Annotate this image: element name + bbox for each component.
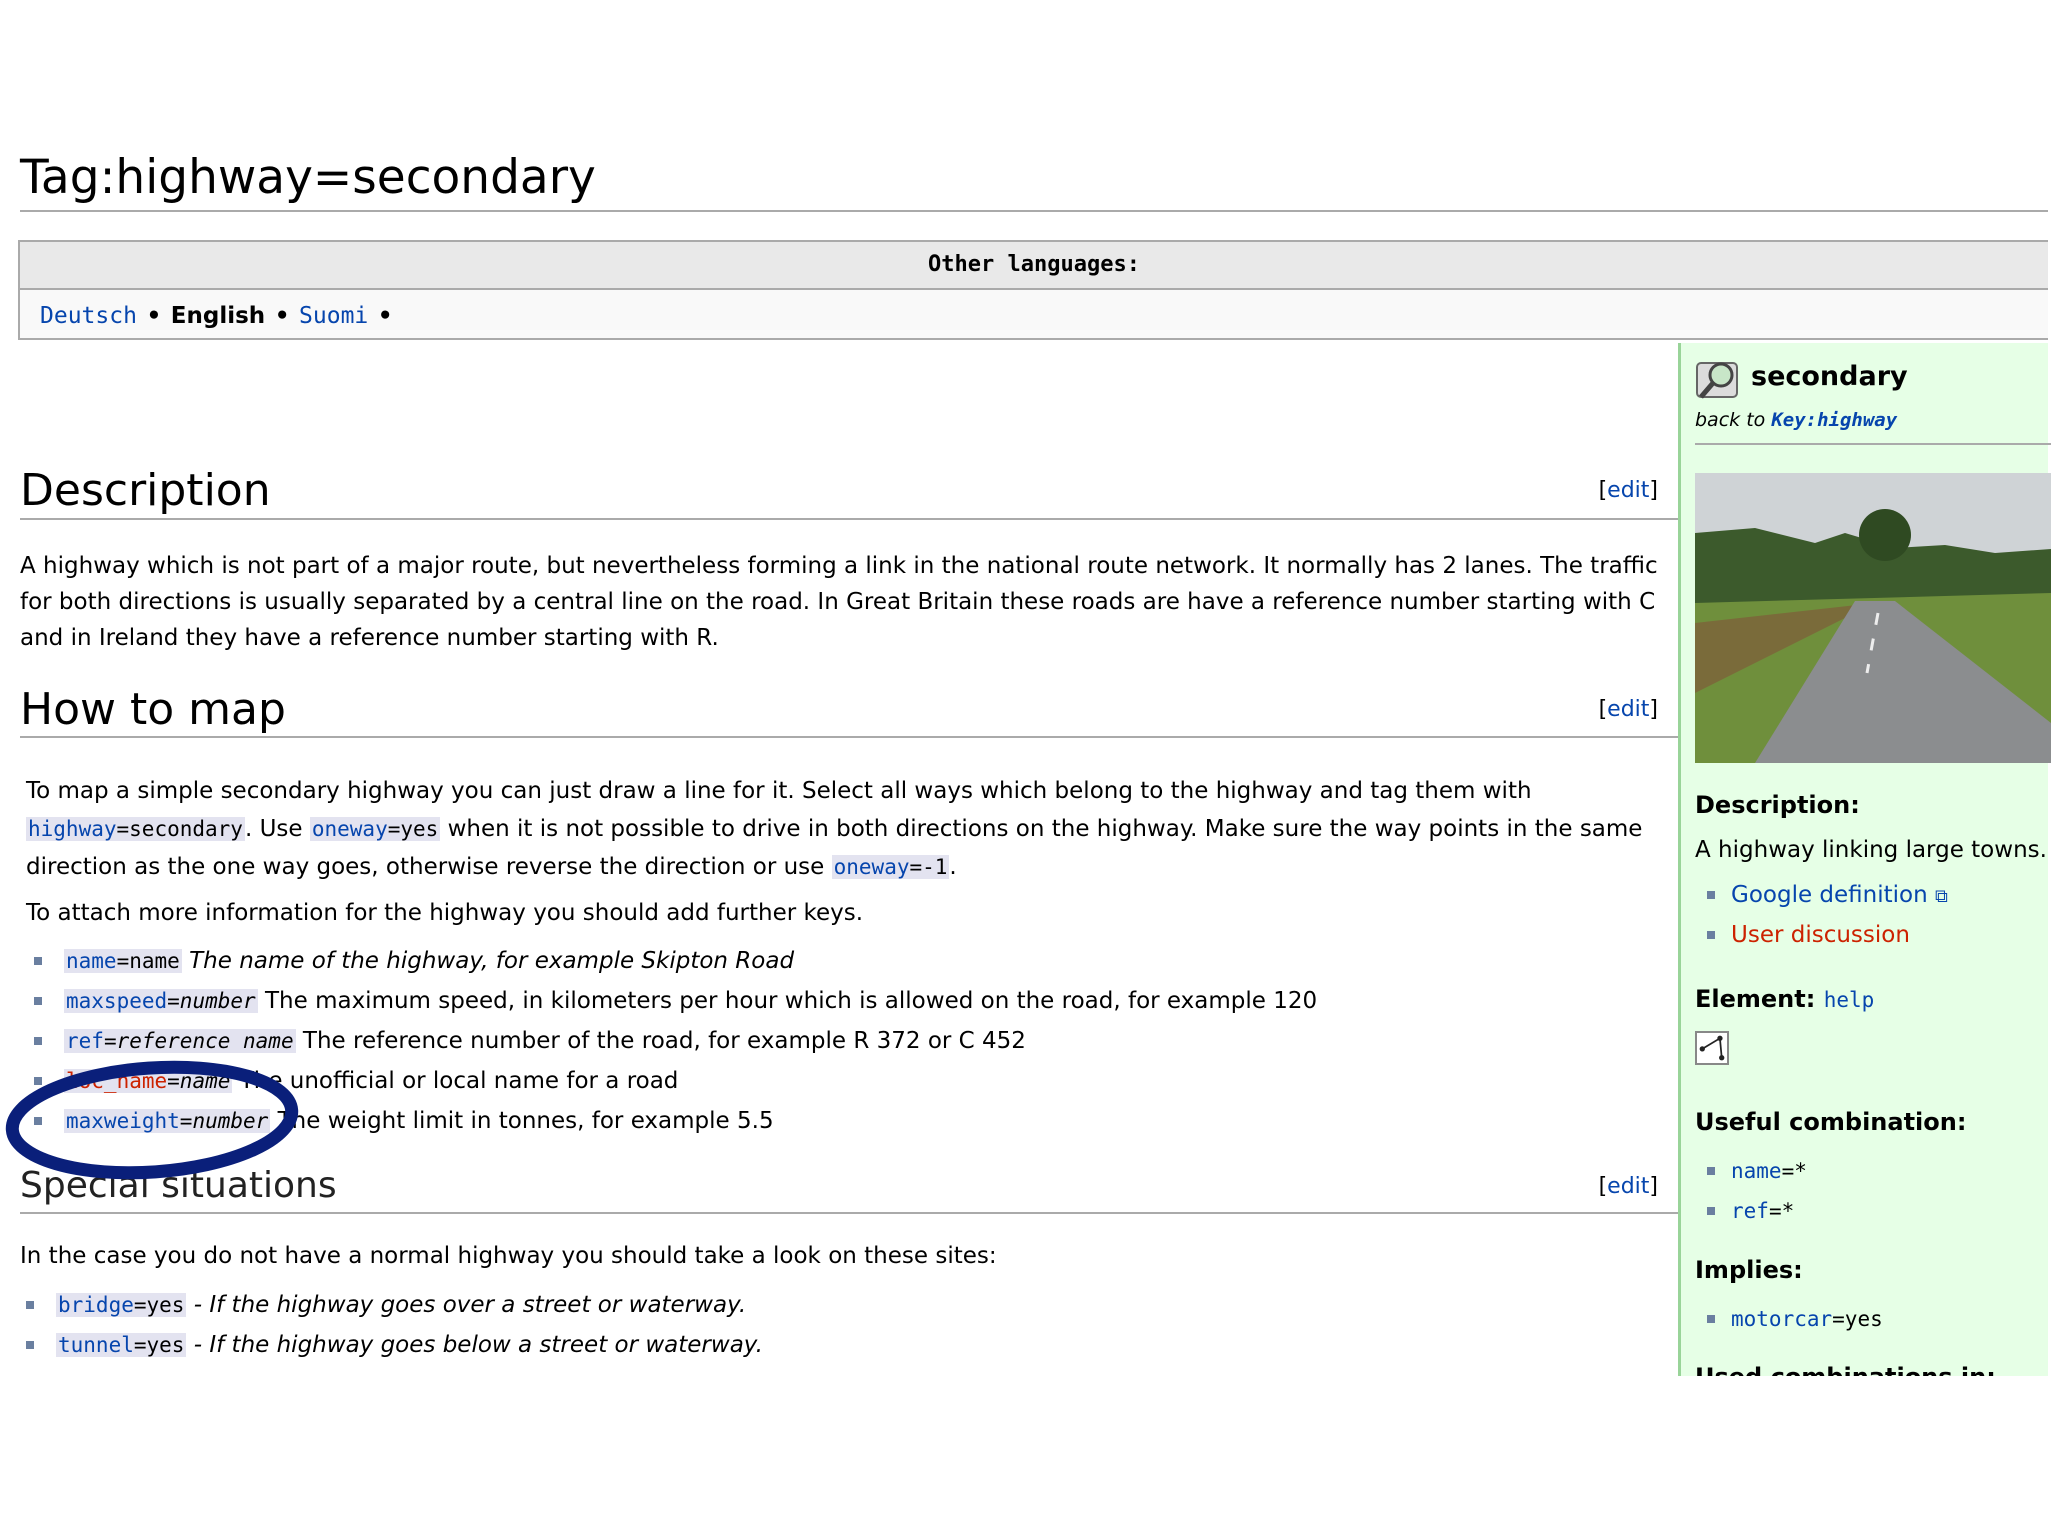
infobox-implies-label: Implies: [1695, 1256, 1803, 1284]
languages-row [20, 290, 2048, 342]
language-separator: • [275, 303, 290, 329]
infobox-used-combinations-label [1695, 1363, 1996, 1376]
how-to-map-text-b: . Use [244, 816, 303, 842]
user-discussion-link[interactable]: User discussion [1731, 922, 1910, 948]
key-value: =yes [133, 1293, 185, 1317]
list-item [1703, 1299, 1883, 1339]
infobox-back-link[interactable]: Key:highway [1771, 409, 1898, 431]
section-heading-special-situations: Special situations [20, 1165, 337, 1206]
bullet-icon [26, 1301, 34, 1309]
tag-infobox [1678, 343, 2048, 1376]
key-value: =reference name [103, 1029, 294, 1053]
description-text: A highway which is not part of a major route, but nevertheless forming a link in the national route network. It normally has 2 lanes. The traffic for both directions is usually separated by a central line on the road. In Great Britain these roads are have a reference number starting with C and in Ireland they have a reference number starting with R. [20, 553, 1658, 651]
section-divider [20, 1212, 1678, 1214]
infobox-useful-label: Useful combination: [1695, 1108, 1967, 1136]
external-link-icon: ⧉ [1935, 886, 1948, 907]
edit-link-label[interactable]: edit [1607, 697, 1650, 722]
key-description: The reference number of the road, for example R 372 or C 452 [302, 1028, 1026, 1054]
key-value: =name [116, 949, 180, 973]
useful-combination-list [1703, 1151, 1807, 1231]
infobox-title: secondary [1751, 361, 1908, 392]
page-title: Tag:highway=secondary [20, 150, 596, 205]
section-divider [20, 518, 1678, 520]
infobox-back-prefix: back to [1695, 409, 1766, 431]
bullet-icon [1707, 931, 1715, 939]
google-definition-link[interactable]: Google definition [1731, 882, 1928, 908]
list-item [28, 1101, 1317, 1141]
key-value: =yes [1832, 1307, 1883, 1331]
way-element-icon [1695, 1031, 1729, 1065]
tag-oneway-minus-one[interactable] [832, 855, 950, 879]
infobox-element [1695, 985, 1874, 1013]
language-separator: • [378, 303, 393, 329]
edit-link-how-to-map[interactable]: [edit] [1598, 697, 1658, 722]
infobox-divider [1695, 443, 2051, 445]
key-link[interactable]: bridge [58, 1293, 134, 1317]
bullet-icon [1707, 1167, 1715, 1175]
tag-value: =secondary [116, 817, 243, 841]
section-heading-how-to-map: How to map [20, 684, 286, 735]
language-current-english: English [170, 303, 266, 329]
key-link[interactable]: maxweight [66, 1109, 180, 1133]
how-to-map-more-keys: To attach more information for the highway you should add further keys. [26, 900, 864, 926]
bullet-icon [34, 1077, 42, 1085]
tag-key-link[interactable]: oneway [833, 855, 910, 879]
key-list [28, 941, 1317, 1141]
key-description: The maximum speed, in kilometers per hour which is allowed on the road, for example 120 [264, 988, 1318, 1014]
list-item [1703, 1151, 1807, 1191]
list-item [28, 1021, 1317, 1061]
key-description: - If the highway goes below a street or waterway. [193, 1332, 763, 1358]
page-bottom-blank [0, 1376, 2048, 1535]
how-to-map-text-a: To map a simple secondary highway you can just draw a line for it. Select all ways which belong to the highway and tag them with [26, 778, 1532, 804]
tag-value: =-1 [909, 855, 948, 879]
how-to-map-paragraph [26, 772, 1666, 886]
key-description: The weight limit in tonnes, for example 5.5 [277, 1108, 774, 1134]
tag-key-link[interactable]: oneway [311, 817, 388, 841]
tag-value: =yes [387, 817, 439, 841]
key-link[interactable]: tunnel [58, 1333, 134, 1357]
how-to-map-text-d: . [949, 854, 957, 880]
language-separator: • [146, 303, 161, 329]
key-value: =yes [133, 1333, 185, 1357]
key-link-missing[interactable]: loc_name [66, 1069, 168, 1093]
tag-highway-secondary[interactable] [26, 817, 245, 841]
key-link[interactable]: maxspeed [66, 989, 168, 1013]
bullet-icon [34, 957, 42, 965]
key-link[interactable]: name [66, 949, 117, 973]
key-value: =number [167, 989, 256, 1013]
key-link[interactable]: name [1731, 1159, 1782, 1183]
infobox-links [1703, 875, 1948, 955]
bullet-icon [1707, 1207, 1715, 1215]
language-link-suomi[interactable]: Suomi [299, 303, 369, 329]
list-item [28, 981, 1317, 1021]
key-value: =number [179, 1109, 269, 1133]
tag-oneway-yes[interactable] [310, 817, 440, 841]
key-description: The name of the highway, for example Skipton Road [189, 948, 795, 974]
key-value: =* [1768, 1199, 1795, 1223]
edit-link-label[interactable]: edit [1607, 1174, 1650, 1199]
bullet-icon [34, 1117, 42, 1125]
implies-list [1703, 1299, 1883, 1339]
edit-link-label[interactable]: edit [1607, 478, 1650, 503]
magnifier-icon [1695, 357, 1743, 401]
language-link-deutsch[interactable]: Deutsch [40, 303, 137, 329]
infobox-element-label: Element: [1695, 985, 1816, 1013]
tag-key-link[interactable]: highway [28, 817, 117, 841]
infobox-description-label: Description: [1695, 791, 1860, 819]
key-description: - If the highway goes over a street or waterway. [193, 1292, 747, 1318]
list-item [28, 1061, 1317, 1101]
key-link[interactable]: motorcar [1731, 1307, 1833, 1331]
languages-box [18, 240, 2048, 340]
key-link[interactable]: ref [1731, 1199, 1769, 1223]
languages-header: Other languages: [20, 242, 2048, 290]
bullet-icon [1707, 891, 1715, 899]
how-to-map-text-c: when it is not possible to drive in both directions on the highway. Make sure the way points in the same direction as the one way goes, otherwise reverse the direction or use [26, 816, 1643, 880]
list-item [1703, 915, 1948, 955]
list-item [20, 1325, 763, 1365]
key-value: =* [1781, 1159, 1807, 1183]
special-situations-text: In the case you do not have a normal highway you should take a look on these sites: [20, 1243, 997, 1269]
key-description: The unofficial or local name for a road [239, 1068, 679, 1094]
bullet-icon [1707, 1315, 1715, 1323]
bullet-icon [34, 997, 42, 1005]
list-item [28, 941, 1317, 981]
infobox-description-text: A highway linking large towns. [1695, 837, 2047, 863]
key-link[interactable]: ref [66, 1029, 104, 1053]
list-item [1703, 875, 1948, 915]
element-help-link[interactable]: help [1823, 988, 1875, 1012]
road-photo [1695, 473, 2051, 763]
special-list [20, 1285, 763, 1365]
section-divider [20, 736, 1678, 738]
edit-link-special-situations[interactable]: [edit] [1598, 1174, 1658, 1199]
infobox-back [1695, 409, 1897, 431]
list-item [1703, 1191, 1807, 1231]
bullet-icon [34, 1037, 42, 1045]
key-value: =name [167, 1069, 231, 1093]
title-divider [20, 210, 2048, 212]
edit-link-description[interactable]: [edit] [1598, 478, 1658, 503]
list-item [20, 1285, 763, 1325]
bullet-icon [26, 1341, 34, 1349]
section-heading-description: Description [20, 465, 271, 516]
